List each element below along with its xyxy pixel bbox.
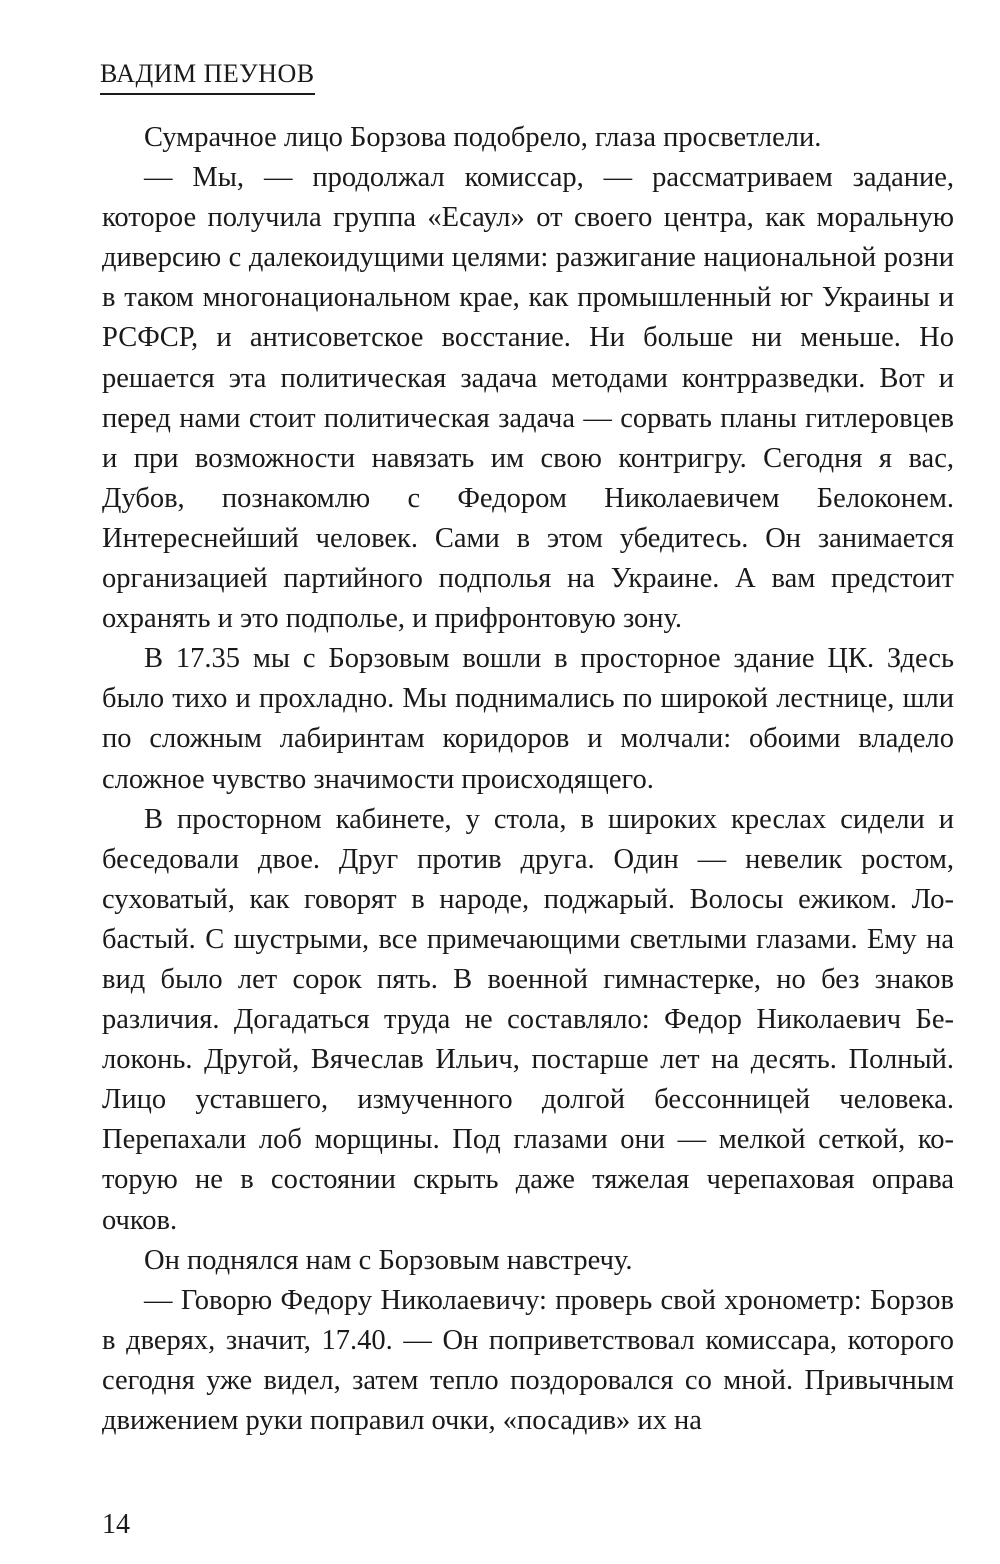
paragraph: Сумрачное лицо Борзова подобрело, глаза просветлели. <box>144 122 822 153</box>
body-text <box>102 118 954 1441</box>
paragraph: — Говорю Федору Николаевичу: проверь свой хронометр: Борзов в дверях, значит, 17.40. — Он поприветствовал комиссара, которого сегодня уже видел, затем тепло поздоровался со мной. Привычным движением руки поправил очки, «посадив» их на <box>102 1284 954 1436</box>
page-number: 14 <box>102 1509 130 1540</box>
paragraph: В просторном кабинете, у стола, в широких креслах сидели и беседовали двое. Друг против друга. Один — невелик ростом, суховатый, как говорят в народе, поджарый. Волосы ежиком. Лобастый. С шустрыми, все примечающими светлыми глазами. Ему на вид было лет сорок пять. В военной гимнастерке, но без знаков различия. Догадаться труда не составляло: Федор Николаевич Белоконь. Другой, Вячеслав Ильич, постарше лет на десять. Полный. Лицо уставшего, измученного долгой бессонницей человека. Перепахали лоб морщины. Под глазами они — мелкой сеткой, которую не в состоянии скрыть даже тяжелая черепаховая оправа очков. <box>102 803 954 1236</box>
paragraph: В 17.35 мы с Борзовым вошли в просторное здание ЦК. Здесь было тихо и прохладно. Мы поднимались по широкой лестнице, шли по сложным лабиринтам коридоров и молчали: обоими владело сложное чувство значимости происходящего. <box>102 643 954 795</box>
paragraph: Он поднялся нам с Борзовым навстречу. <box>144 1244 633 1276</box>
paragraph: — Мы, — продолжал комиссар, — рассматриваем задание, которое получила группа «Есаул» от своего центра, как моральную диверсию с далекоидущими целями: разжигание национальной розни в таком многонациональном крае, как промышленный юг Украины и РСФСР, и антисоветское восстание. Ни больше ни меньше. Но решается эта политическая задача методами контрразведки. Вот и перед нами стоит политическая задача — сорвать планы гитлеровцев и при возможности навязать им свою контригру. Сегодня я вас, Дубов, познакомлю с Федором Николаевичем Белоконем. Интереснейший человек. Сами в этом убедитесь. Он занимается организацией партийного подполья на Украине. А вам предстоит охранять и это подполье, и прифронтовую зону. <box>102 162 954 635</box>
running-head-author: ВАДИМ ПЕУНОВ <box>100 58 315 95</box>
